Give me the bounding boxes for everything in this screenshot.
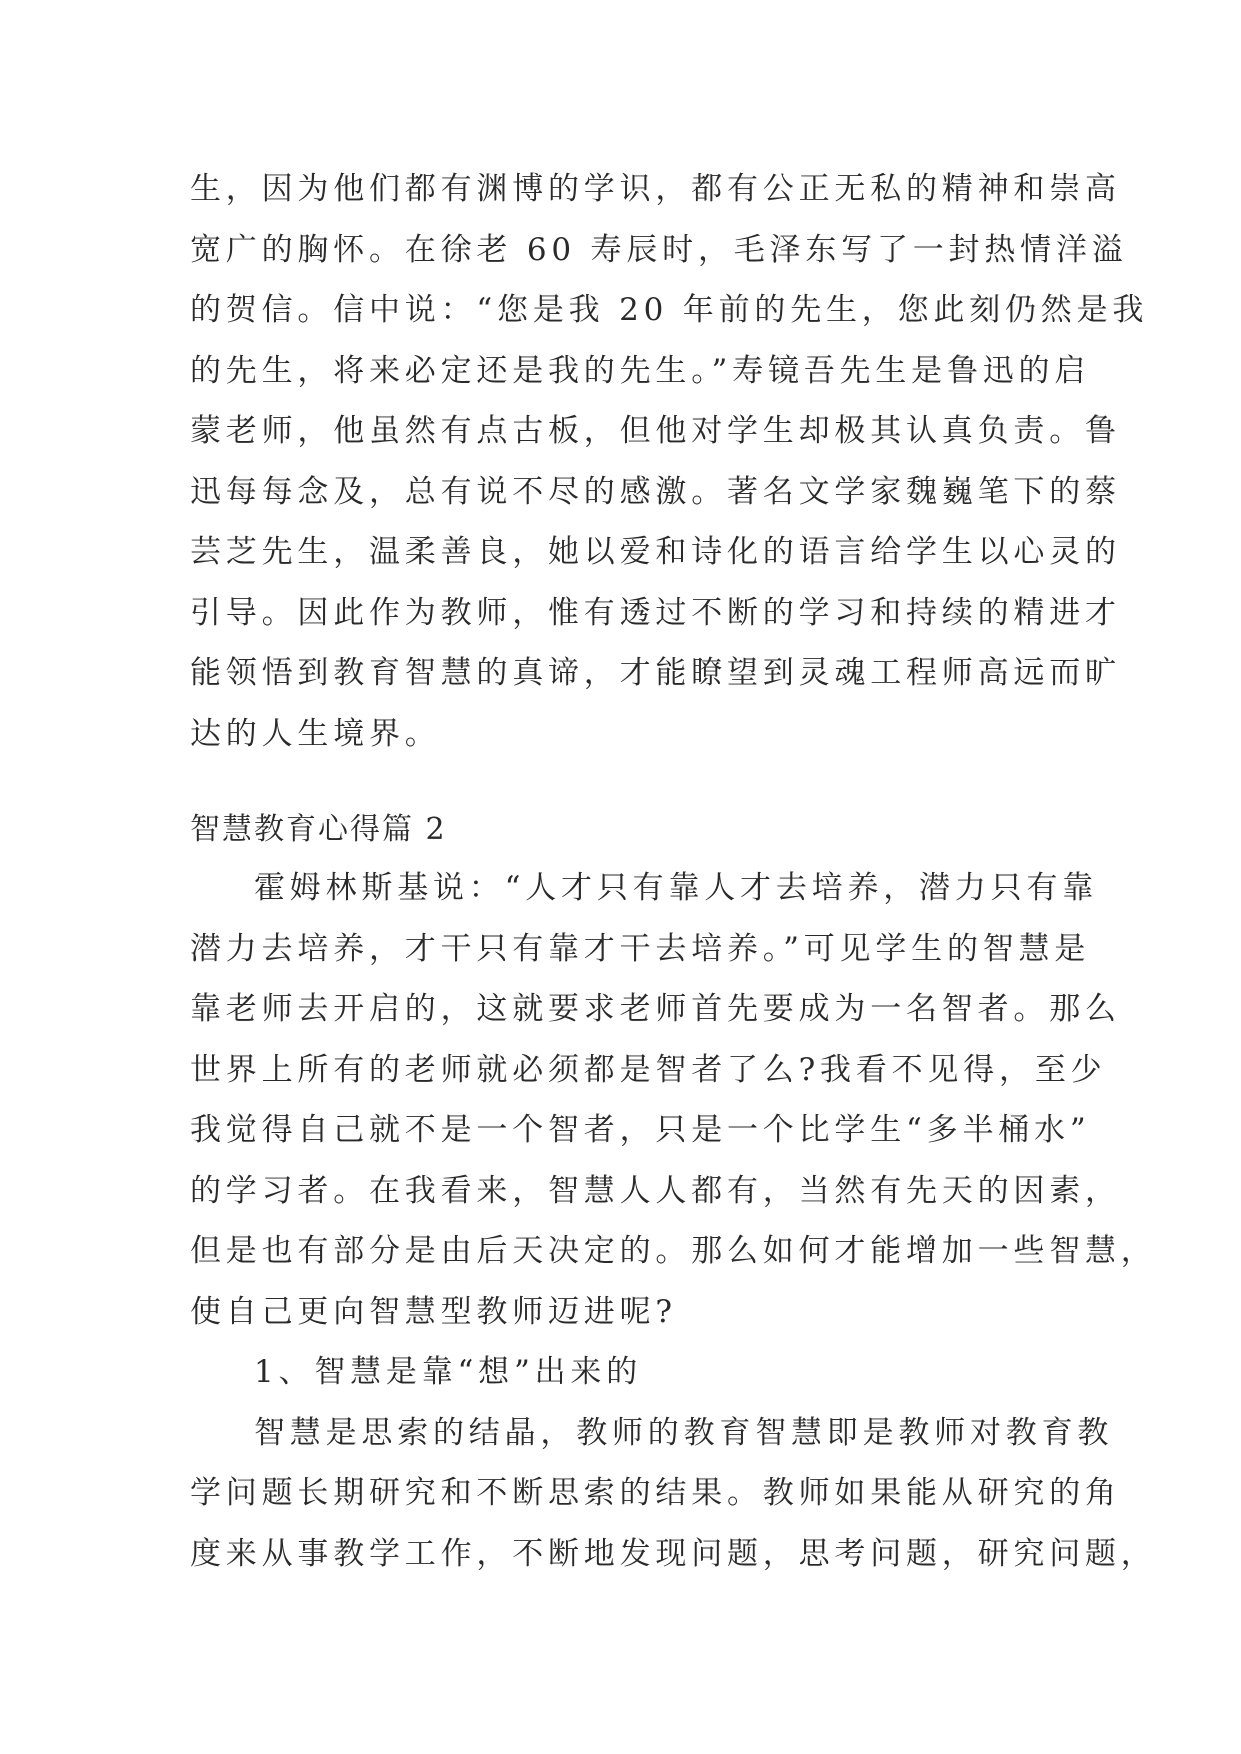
text-line: 学问题长期研究和不断思索的结果。教师如果能从研究的角 [190, 1475, 1121, 1511]
text-line: 霍姆林斯基说：“人才只有靠人才去培养，潜力只有靠 [254, 870, 1099, 906]
text-line: 引导。因此作为教师，惟有透过不断的学习和持续的精进才 [190, 594, 1121, 631]
text-line: 达的人生境界。 [190, 715, 441, 752]
paragraph-1 [190, 159, 1149, 764]
text-line: 蒙老师，他虽然有点古板，但他对学生却极其认真负责。鲁 [190, 413, 1121, 449]
text-line: 芸芝先生，温柔善良，她以爱和诗化的语言给学生以心灵的 [190, 534, 1121, 570]
text-line: 使自己更向智慧型教师迈进呢? [190, 1293, 677, 1330]
text-line: 的先生，将来必定还是我的先生。”寿镜吾先生是鲁迅的启 [190, 352, 1091, 389]
text-line: 靠老师去开启的，这就要求老师首先要成为一名智者。那么 [190, 991, 1121, 1027]
text-line: 迅每每念及，总有说不尽的感激。著名文学家魏巍笔下的蔡 [190, 473, 1121, 510]
paragraph-2 [190, 858, 1157, 1584]
text-line: 宽广的胸怀。在徐老 60 寿辰时，毛泽东写了一封热情洋溢 [190, 231, 1128, 268]
text-line: 度来从事教学工作，不断地发现问题，思考问题，研究问题， [190, 1535, 1157, 1572]
text-line: 生，因为他们都有渊博的学识，都有公正无私的精神和崇高 [190, 171, 1121, 207]
text-line: 潜力去培养，才干只有靠才干去培养。”可见学生的智慧是 [190, 930, 1091, 967]
text-line: 我觉得自己就不是一个智者，只是一个比学生“多半桶水” [190, 1112, 1091, 1148]
section-heading: 智慧教育心得篇 2 [190, 812, 447, 847]
text-line: 但是也有部分是由后天决定的。那么如何才能增加一些智慧， [190, 1233, 1157, 1269]
subheading: 1、智慧是靠“想”出来的 [254, 1354, 643, 1390]
text-line: 能领悟到教育智慧的真谛，才能瞭望到灵魂工程师高远而旷 [190, 655, 1121, 691]
text-line: 的贺信。信中说：“您是我 20 年前的先生，您此刻仍然是我 [190, 292, 1149, 328]
text-line: 智慧是思索的结晶，教师的教育智慧即是教师对教育教 [254, 1414, 1114, 1451]
text-line: 世界上所有的老师就必须都是智者了么?我看不见得，至少 [190, 1051, 1107, 1088]
text-line: 的学习者。在我看来，智慧人人都有，当然有先天的因素， [190, 1172, 1121, 1209]
